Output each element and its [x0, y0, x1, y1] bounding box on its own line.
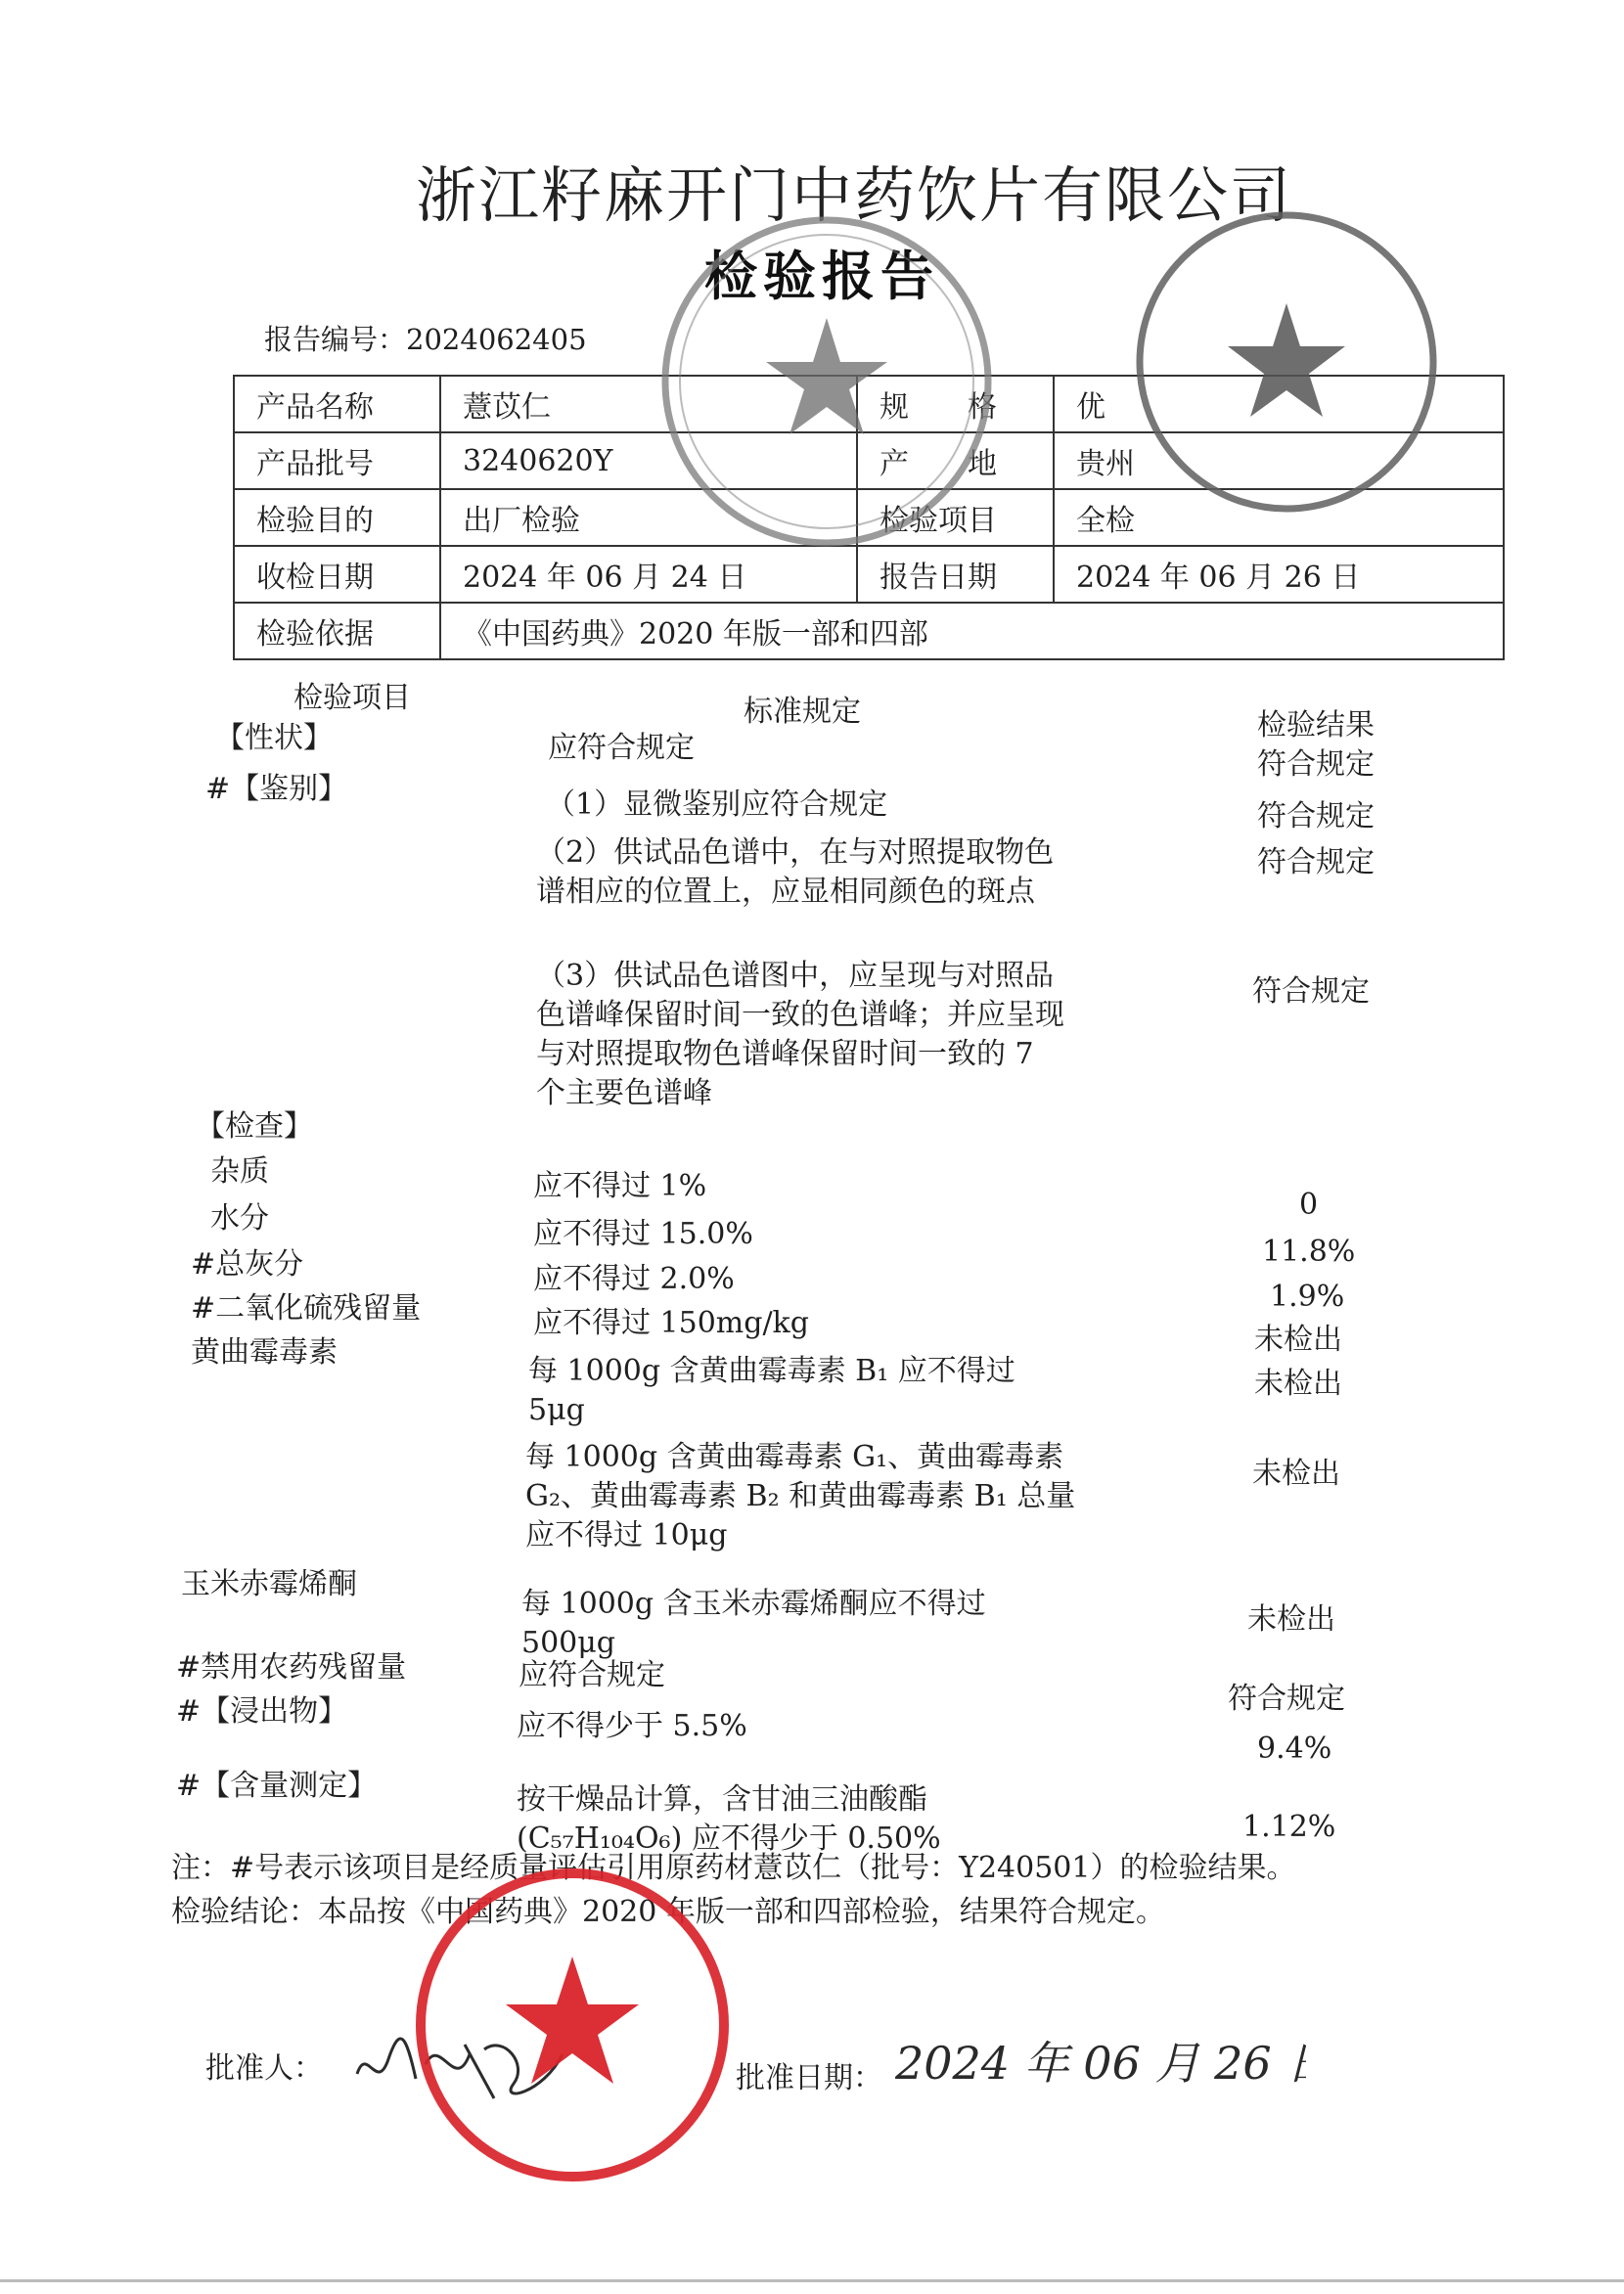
column-header-result: 检验结果	[1257, 708, 1375, 742]
standard-impurity: 应不得过 1%	[533, 1169, 707, 1203]
standard-aflatoxin-b1: 每 1000g 含黄曲霉毒素 B₁ 应不得过 5μg	[528, 1354, 1015, 1427]
result-zearalenone: 未检出	[1247, 1602, 1335, 1637]
result-impurity: 0	[1299, 1188, 1319, 1222]
report-date-value: 2024 年 06 月 26 日	[1054, 546, 1504, 603]
items-label: 检验项目	[857, 489, 1054, 546]
report-conclusion: 检验结论：本品按《中国药典》2020 年版一部和四部检验，结果符合规定。	[171, 1895, 1165, 1929]
result-sulfur-dioxide: 未检出	[1254, 1323, 1342, 1357]
standard-identification-3: （3）供试品色谱图中，应呈现与对照品色谱峰保留时间一致的色谱峰；并应呈现与对照提取物色谱峰保留时间一致的 7 个主要色谱峰	[536, 959, 1064, 1110]
item-impurity: 杂质	[210, 1154, 269, 1189]
report-note: 注：#号表示该项目是经质量评估引用原药材薏苡仁（批号：Y240501）的检验结果。	[171, 1851, 1296, 1885]
result-banned-pesticide: 符合规定	[1228, 1682, 1345, 1716]
spec-label: 规 格	[857, 376, 1054, 432]
item-inspection: 【检查】	[196, 1109, 313, 1144]
item-zearalenone: 玉米赤霉烯酮	[181, 1567, 357, 1601]
receive-date-value: 2024 年 06 月 24 日	[440, 546, 857, 603]
product-name-label: 产品名称	[234, 376, 440, 432]
item-moisture: 水分	[210, 1201, 269, 1236]
result-appearance: 符合规定	[1257, 747, 1375, 782]
standard-extractives: 应不得少于 5.5%	[517, 1709, 747, 1743]
item-aflatoxin: 黄曲霉毒素	[191, 1335, 338, 1370]
result-moisture: 11.8%	[1262, 1235, 1356, 1269]
result-assay: 1.12%	[1242, 1810, 1336, 1844]
standard-moisture: 应不得过 15.0%	[533, 1217, 753, 1251]
report-number-label: 报告编号：	[264, 323, 407, 356]
result-total-ash: 1.9%	[1270, 1280, 1345, 1314]
items-value: 全检	[1054, 489, 1504, 546]
batch-value: 3240620Y	[440, 432, 857, 489]
result-identification-2: 符合规定	[1257, 845, 1375, 879]
item-banned-pesticide: #禁用农药残留量	[176, 1650, 407, 1685]
standard-total-ash: 应不得过 2.0%	[533, 1262, 735, 1296]
item-extractives: #【浸出物】	[176, 1694, 348, 1729]
batch-label: 产品批号	[234, 432, 440, 489]
quality-management-stamp	[411, 1864, 734, 2190]
company-name: 浙江籽麻开门中药饮片有限公司	[416, 159, 1293, 231]
report-number-value: 2024062405	[406, 323, 587, 356]
company-stamp	[1130, 205, 1443, 522]
qc-stamp	[651, 205, 1003, 562]
report-number	[264, 318, 587, 358]
result-identification-3: 符合规定	[1252, 974, 1370, 1009]
origin-label: 产 地	[857, 432, 1054, 489]
standard-banned-pesticide: 应符合规定	[519, 1658, 665, 1692]
info-row	[234, 603, 1504, 659]
standard-zearalenone: 每 1000g 含玉米赤霉烯酮应不得过 500μg	[521, 1587, 986, 1660]
star-icon	[1228, 303, 1345, 417]
scan-edge-line	[0, 2279, 1624, 2282]
standard-aflatoxin-total: 每 1000g 含黄曲霉毒素 G₁、黄曲霉毒素 G₂、黄曲霉毒素 B₂ 和黄曲霉毒素 B₁ 总量应不得过 10μg	[525, 1440, 1076, 1552]
purpose-value: 出厂检验	[440, 489, 857, 546]
basis-value: 《中国药典》2020 年版一部和四部	[440, 603, 1504, 659]
result-aflatoxin-total: 未检出	[1252, 1457, 1340, 1491]
column-header-item: 检验项目	[293, 681, 411, 715]
result-aflatoxin-b1: 未检出	[1254, 1367, 1342, 1401]
item-sulfur-dioxide: #二氧化硫残留量	[191, 1291, 422, 1326]
approver-label: 批准人：	[205, 2051, 323, 2086]
star-icon	[506, 1957, 639, 2084]
report-date-label: 报告日期	[857, 546, 1054, 603]
item-assay: #【含量测定】	[176, 1769, 378, 1803]
origin-value: 贵州	[1054, 432, 1504, 489]
receive-date-label: 收检日期	[234, 546, 440, 603]
item-identification: #【鉴别】	[205, 772, 348, 806]
standard-identification-2: （2）供试品色谱中，在与对照提取物色谱相应的位置上，应显相同颜色的斑点	[536, 835, 1055, 909]
result-identification-1: 符合规定	[1257, 799, 1375, 833]
star-icon	[766, 318, 887, 434]
result-extractives: 9.4%	[1257, 1732, 1332, 1766]
spec-value: 优	[1054, 376, 1504, 432]
basis-label: 检验依据	[234, 603, 440, 659]
approve-date-text: 2024 年 06 月 26 日	[895, 2037, 1306, 2090]
standard-identification-1: （1）显微鉴别应符合规定	[546, 787, 888, 822]
product-name-value: 薏苡仁	[440, 376, 857, 432]
standard-appearance: 应符合规定	[548, 731, 695, 765]
report-title: 检验报告	[704, 246, 939, 307]
purpose-label: 检验目的	[234, 489, 440, 546]
approve-date-handwritten	[895, 2015, 1306, 2112]
standard-assay: 按干燥品计算，含甘油三油酸酯 (C₅₇H₁₀₄O₆) 应不得少于 0.50%	[517, 1782, 941, 1856]
item-appearance: 【性状】	[215, 721, 333, 755]
column-header-standard: 标准规定	[744, 695, 861, 729]
item-total-ash: #总灰分	[191, 1247, 304, 1282]
standard-sulfur-dioxide: 应不得过 150mg/kg	[533, 1306, 809, 1340]
approve-date-label: 批准日期：	[736, 2061, 882, 2095]
